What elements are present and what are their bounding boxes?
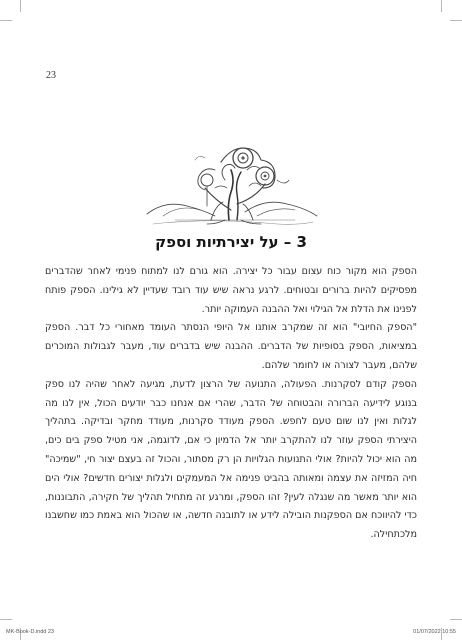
print-file-info: MK-Book-D.indd 23 [6, 629, 54, 635]
paragraph: "הספק החיובי" הוא זה שמקרב אותנו אל היופי הנסתר העומד מאחורי כל דבר. הספק במציאות, הספק בסופיות של הדברים. ההבנה שיש בדברים עוד, מעבר לגבולות המוכרים שלהם, מעבר לצורה או לחומר שלהם. [45, 322, 417, 371]
sketch-tree-illustration-icon [145, 140, 320, 230]
paragraph: הספק הוא מקור כוח עצום עבור כל יצירה. הוא גורם לנו למתוח פנימי לאחר שהדברים מפסיקים להיות ברורים ובטוחים. לרגע נראה שיש עוד רובד שעדיין לא גילינו. הספק פותח לפנינו את הדלת אל הגילוי ואל ההבנה העמוקה יותר. [45, 266, 417, 315]
page-number: 23 [46, 70, 56, 81]
crop-mark [20, 0, 21, 12]
print-timestamp: 01/07/2022 10:55 [413, 629, 456, 635]
crop-mark [441, 0, 442, 12]
crop-mark [450, 20, 462, 21]
chapter-title: 3 – על יצירתיות וספק [155, 233, 307, 251]
crop-mark [450, 619, 462, 620]
crop-mark [0, 20, 12, 21]
crop-mark [0, 619, 12, 620]
paragraph: הספק קודם לסקרנות. הפעולה, התנועה של הרצון לדעת, מגיעה לאחר שהיה לנו ספק בנוגע לידיעה הברורה והבטוחה של הדבר, שהרי אם אנחנו כבר יודעים הכול, אין לנו מה לגלות ואין לנו שום טעם לחפש. הספק מעודד סקרנות, מעודד מחקר ובדיקה. בתהליך היצירתי הספק עוזר לנו להתקרב יותר אל הדמיון כי אם, לדוגמה, אני מטיל ספק בים כים, מה הוא יכול להיות? אולי התנועות הגלויות הן רק מסתור, והכול זה בעצם יצור חי, "שמיכה" חיה המזיזה את עצמה ומאותה בהביט פנימה אל המעמקים ולגלות יצורים חדשים? אולי הים הוא יותר מאשר מה שנגלה לעין? זהו הספק, ומרגע זה מתחיל תהליך של חקירה, התבוננות, כדי להיווכח אם הספקנות הובילה לידע או לתובנה חדשה, או שהכול הוא באמת כמו שחשבנו מלכתחילה. [45, 378, 417, 541]
body-text [45, 263, 417, 545]
